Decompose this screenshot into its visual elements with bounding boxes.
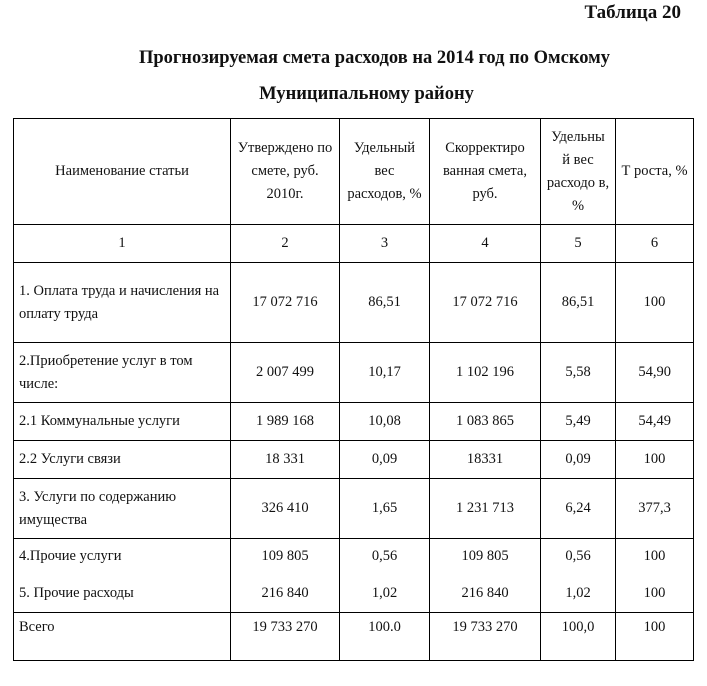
- row-adjusted: 1 102 196: [430, 343, 541, 403]
- row-approved: 2 007 499: [231, 343, 340, 403]
- row-share: 86,51: [340, 263, 430, 343]
- row-approved: 18 331: [231, 441, 340, 479]
- row-growth: 377,3: [616, 479, 694, 539]
- row-name: 5. Прочие расходы: [14, 575, 231, 613]
- row-adjusted-share: 5,58: [541, 343, 616, 403]
- row-adjusted-share: 1,02: [541, 575, 616, 613]
- row-name: Всего: [14, 613, 231, 661]
- row-name: 2.2 Услуги связи: [14, 441, 231, 479]
- row-growth: 54,90: [616, 343, 694, 403]
- budget-table: [13, 118, 694, 661]
- table-row: [14, 479, 694, 539]
- row-adjusted-share: 5,49: [541, 403, 616, 441]
- row-adjusted: 109 805: [430, 539, 541, 575]
- row-approved: 216 840: [231, 575, 340, 613]
- table-row: [14, 539, 694, 575]
- column-number: 5: [541, 225, 616, 263]
- row-approved: 109 805: [231, 539, 340, 575]
- table-row: [14, 575, 694, 613]
- column-number: 6: [616, 225, 694, 263]
- row-approved: 17 072 716: [231, 263, 340, 343]
- row-growth: 100: [616, 263, 694, 343]
- total-row: [14, 613, 694, 661]
- row-adjusted: 19 733 270: [430, 613, 541, 661]
- row-share: 0,56: [340, 539, 430, 575]
- row-share: 10,17: [340, 343, 430, 403]
- header-row: [14, 119, 694, 225]
- document-title: Прогнозируемая смета расходов на 2014 год по Омскому: [138, 48, 611, 68]
- row-adjusted-share: 100,0: [541, 613, 616, 661]
- column-number: 4: [430, 225, 541, 263]
- row-adjusted: 1 083 865: [430, 403, 541, 441]
- row-growth: 100: [616, 441, 694, 479]
- row-growth: 100: [616, 613, 694, 661]
- row-name: 2.1 Коммунальные услуги: [14, 403, 231, 441]
- header-adjusted: Скорректиро ванная смета, руб.: [430, 119, 541, 225]
- row-name: 2.Приобретение услуг в том числе:: [14, 343, 231, 403]
- row-adjusted-share: 0,09: [541, 441, 616, 479]
- row-growth: 100: [616, 575, 694, 613]
- column-number: 3: [340, 225, 430, 263]
- column-number: 1: [14, 225, 231, 263]
- column-number: 2: [231, 225, 340, 263]
- table-number: Таблица 20: [584, 2, 681, 23]
- column-number-row: [14, 225, 694, 263]
- row-name: 1. Оплата труда и начисления на оплату труда: [14, 263, 231, 343]
- row-share: 100.0: [340, 613, 430, 661]
- row-adjusted: 18331: [430, 441, 541, 479]
- row-name: 4.Прочие услуги: [14, 539, 231, 575]
- document-subtitle: Муниципальному району: [259, 84, 474, 104]
- table-row: [14, 403, 694, 441]
- row-share: 0,09: [340, 441, 430, 479]
- row-approved: 326 410: [231, 479, 340, 539]
- table-row: [14, 343, 694, 403]
- header-growth: Т роста, %: [616, 119, 694, 225]
- row-adjusted: 17 072 716: [430, 263, 541, 343]
- row-name: 3. Услуги по содержанию имущества: [14, 479, 231, 539]
- row-adjusted: 216 840: [430, 575, 541, 613]
- header-adjusted-share: Удельны й вес расходо в, %: [541, 119, 616, 225]
- row-adjusted-share: 6,24: [541, 479, 616, 539]
- row-adjusted-share: 86,51: [541, 263, 616, 343]
- header-approved: Утверждено по смете, руб. 2010г.: [231, 119, 340, 225]
- row-share: 1,02: [340, 575, 430, 613]
- row-adjusted-share: 0,56: [541, 539, 616, 575]
- row-share: 1,65: [340, 479, 430, 539]
- header-share: Удельный вес расходов, %: [340, 119, 430, 225]
- row-growth: 100: [616, 539, 694, 575]
- row-growth: 54,49: [616, 403, 694, 441]
- row-approved: 1 989 168: [231, 403, 340, 441]
- row-adjusted: 1 231 713: [430, 479, 541, 539]
- row-share: 10,08: [340, 403, 430, 441]
- header-item-name: Наименование статьи: [14, 119, 231, 225]
- table-row: [14, 263, 694, 343]
- table-row: [14, 441, 694, 479]
- row-approved: 19 733 270: [231, 613, 340, 661]
